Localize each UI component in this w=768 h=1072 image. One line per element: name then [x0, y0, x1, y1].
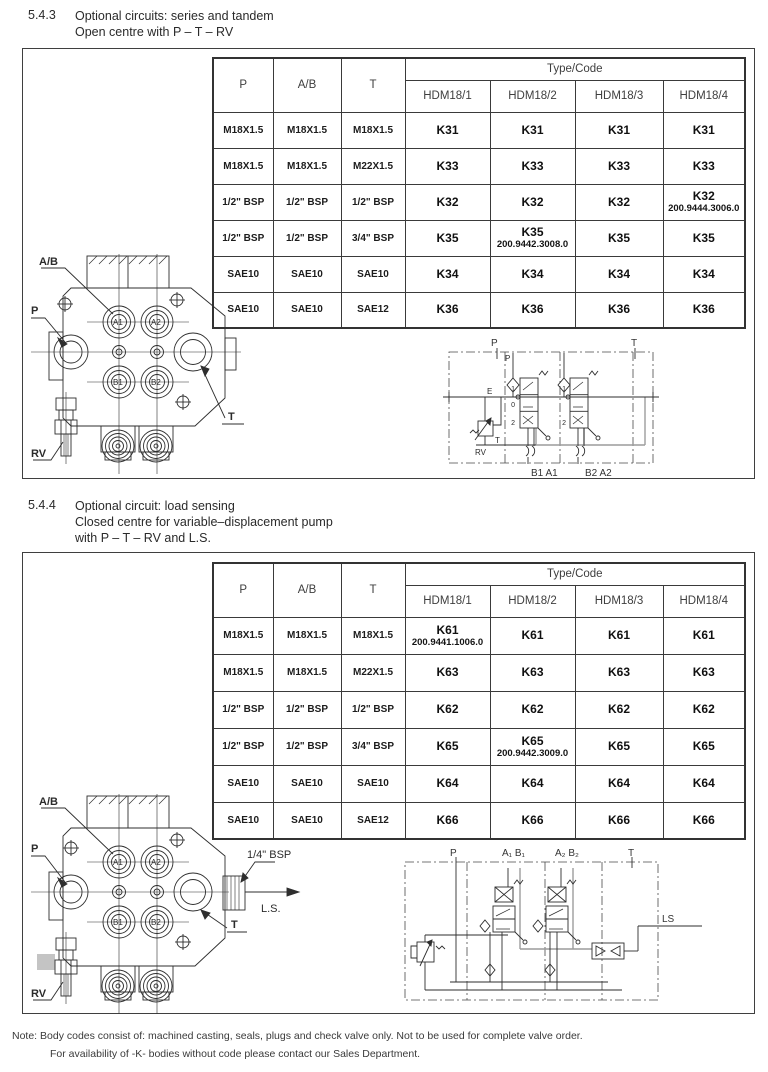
sch1-spool1-pos2: 2 [511, 420, 515, 427]
cell-thread: 3/4" BSP [341, 220, 405, 256]
valve2-port-a2: A2 [151, 858, 161, 867]
cell-code [663, 292, 745, 328]
cell-thread: SAE10 [273, 292, 341, 328]
cell-code [490, 292, 575, 328]
cell-thread: M22X1.5 [341, 148, 405, 184]
table-row [213, 220, 745, 256]
cell-code [663, 654, 745, 691]
cell-code [575, 765, 663, 802]
code: K31 [607, 122, 630, 137]
table-row [213, 563, 745, 585]
cell-thread: 1/2" BSP [213, 728, 273, 765]
cell-thread: SAE10 [213, 765, 273, 802]
cell-code [405, 292, 490, 328]
cell-code [663, 765, 745, 802]
sch1-spool2-pos1: 1 [562, 386, 566, 393]
code: K65 [607, 739, 630, 753]
code: K31 [436, 122, 459, 137]
cell-code [490, 654, 575, 691]
code: K34 [521, 266, 544, 281]
sch1-b1a1-label: B1 A1 [531, 468, 558, 479]
cell-thread: SAE10 [213, 256, 273, 292]
cell-thread: SAE10 [273, 256, 341, 292]
cell-code [575, 691, 663, 728]
cell-thread: 1/2" BSP [273, 691, 341, 728]
section-2-title [75, 498, 333, 546]
col-header-model-3: HDM18/3 [575, 585, 663, 617]
cell-thread: M18X1.5 [273, 112, 341, 148]
valve2-bsp-label: 1/4" BSP [247, 849, 292, 861]
section-1-number: 5.4.3 [28, 8, 56, 22]
col-header-model-1: HDM18/1 [405, 585, 490, 617]
col-header-p: P [213, 563, 273, 617]
cell-code [575, 654, 663, 691]
section-1-title-line1: Optional circuits: series and tandem [75, 9, 274, 23]
table-row [213, 292, 745, 328]
code: K66 [521, 812, 544, 827]
code: K32 [692, 189, 715, 203]
cell-code [575, 112, 663, 148]
table-series-tandem [212, 57, 746, 329]
cell-code [575, 617, 663, 654]
cell-code [663, 802, 745, 839]
cell-code [405, 256, 490, 292]
cell-thread: 1/2" BSP [273, 184, 341, 220]
code: K35 [521, 225, 544, 239]
col-header-model-2: HDM18/2 [490, 585, 575, 617]
cell-thread: 3/4" BSP [341, 728, 405, 765]
col-header-model-4: HDM18/4 [663, 585, 745, 617]
col-header-type-code: Type/Code [405, 58, 745, 80]
cell-thread: M18X1.5 [213, 148, 273, 184]
code: K62 [436, 702, 459, 716]
code: K35 [692, 230, 715, 245]
cell-thread: M18X1.5 [341, 112, 405, 148]
code: K35 [607, 230, 630, 245]
code: K33 [607, 158, 630, 173]
cell-code [405, 617, 490, 654]
cell-thread: SAE10 [341, 256, 405, 292]
sch1-spool2-pos2: 2 [562, 420, 566, 427]
schematic1-circuit [443, 348, 659, 464]
schematic-1 [435, 333, 713, 481]
subcode: 200.9441.1006.0 [411, 636, 484, 648]
cell-code [490, 184, 575, 220]
table-row [213, 654, 745, 691]
code: K62 [521, 702, 544, 716]
cell-thread: 1/2" BSP [273, 220, 341, 256]
valve2-ls-label: L.S. [261, 903, 281, 915]
cell-code [490, 112, 575, 148]
table-row [213, 184, 745, 220]
schematic-2 [400, 842, 712, 1010]
code: K63 [607, 665, 630, 679]
cell-code [663, 691, 745, 728]
col-header-model-2: HDM18/2 [490, 80, 575, 112]
cell-code [490, 765, 575, 802]
table-row [213, 256, 745, 292]
valve2-port-b1: B1 [113, 918, 123, 927]
code: K64 [436, 776, 459, 790]
valve1-t-label: T [228, 411, 235, 423]
table-row [213, 691, 745, 728]
cell-thread: M18X1.5 [273, 617, 341, 654]
code: K64 [521, 776, 544, 790]
cell-thread: M18X1.5 [213, 112, 273, 148]
schematic2-gray-lines [520, 868, 592, 949]
code: K63 [521, 665, 544, 679]
cell-thread: 1/2" BSP [341, 184, 405, 220]
code: K65 [692, 739, 715, 753]
sch2-p-label: P [450, 848, 457, 859]
section-2-title-line3: with P – T – RV and L.S. [75, 531, 211, 545]
cell-code [575, 256, 663, 292]
sch1-rv-label: RV [475, 448, 486, 457]
col-header-ab: A/B [273, 563, 341, 617]
sch1-t-label: T [631, 338, 638, 349]
sch1-p-label: P [491, 338, 498, 349]
cell-code [663, 148, 745, 184]
code: K63 [692, 665, 715, 679]
cell-code [490, 691, 575, 728]
valve1-rv-label: RV [31, 448, 47, 460]
valve-drawing-2 [25, 792, 315, 1018]
table-row [213, 728, 745, 765]
cell-thread: SAE12 [341, 292, 405, 328]
col-header-model-4: HDM18/4 [663, 80, 745, 112]
code: K61 [521, 628, 544, 642]
cell-thread: SAE10 [273, 765, 341, 802]
cell-code [663, 112, 745, 148]
valve2-port-a1: A1 [113, 858, 123, 867]
cell-code [405, 728, 490, 765]
footer-note-line2: For availability of -K- bodies without code please contact our Sales Department. [50, 1048, 421, 1060]
cell-code [663, 256, 745, 292]
code: K62 [692, 702, 715, 716]
table-row [213, 617, 745, 654]
code: K31 [521, 122, 544, 137]
col-header-t: T [341, 58, 405, 112]
cell-code [575, 292, 663, 328]
col-header-model-1: HDM18/1 [405, 80, 490, 112]
code: K61 [607, 628, 630, 642]
sch1-b2a2-label: B2 A2 [585, 468, 612, 479]
cell-code [405, 184, 490, 220]
valve1-ab-label: A/B [39, 256, 58, 268]
code: K61 [692, 628, 715, 642]
code: K66 [607, 812, 630, 827]
code: K61 [436, 622, 459, 637]
section-2-number: 5.4.4 [28, 498, 56, 512]
sch1-spool1-pos0: 0 [511, 402, 515, 409]
valve1-port-b1: B1 [113, 378, 123, 387]
code: K33 [521, 158, 544, 173]
cell-thread: M18X1.5 [341, 617, 405, 654]
code: K65 [521, 733, 544, 748]
col-header-p: P [213, 58, 273, 112]
valve1-port-b2: B2 [151, 378, 161, 387]
schematic1-boundary [449, 352, 653, 463]
cell-code [405, 765, 490, 802]
cell-code [575, 184, 663, 220]
footer-note-line1: Note: Body codes consist of: machined casting, seals, plugs and check valve only. Not to be used for complete valve order. [12, 1030, 583, 1042]
cell-thread: M18X1.5 [213, 654, 273, 691]
cell-thread: 1/2" BSP [341, 691, 405, 728]
cell-thread: SAE12 [341, 802, 405, 839]
code: K33 [692, 158, 715, 173]
code: K63 [436, 665, 459, 679]
code: K66 [436, 812, 459, 827]
schematic2-boundary [405, 862, 658, 1000]
cell-thread: SAE10 [273, 802, 341, 839]
table-row [213, 148, 745, 184]
cell-code [490, 728, 575, 765]
cell-thread: SAE10 [341, 765, 405, 802]
schematic1-gray-lines [536, 397, 645, 445]
cell-thread: 1/2" BSP [213, 691, 273, 728]
code: K66 [692, 812, 715, 827]
subcode: 200.9444.3006.0 [668, 203, 740, 214]
cell-thread: 1/2" BSP [213, 184, 273, 220]
cell-code [405, 112, 490, 148]
subcode: 200.9442.3008.0 [496, 239, 569, 250]
valve2-port-b2: B2 [151, 918, 161, 927]
table-row [213, 112, 745, 148]
sch2-a2b2-label: A₂ B₂ [555, 848, 579, 859]
code: K64 [692, 776, 715, 790]
sch1-p2-label: P [505, 354, 511, 363]
code: K32 [436, 194, 459, 209]
valve2-t-label: T [231, 919, 238, 931]
sch2-ls-label: LS [662, 914, 675, 925]
cell-code [405, 654, 490, 691]
valve1-port-a1: A1 [113, 318, 123, 327]
section-2-title-line1: Optional circuit: load sensing [75, 499, 235, 513]
cell-code [405, 691, 490, 728]
sch1-e-label: E [487, 387, 493, 396]
cell-code [663, 728, 745, 765]
cell-code [490, 802, 575, 839]
valve-body-2 [31, 794, 245, 1014]
code: K31 [692, 122, 715, 137]
sch2-t-label: T [628, 848, 635, 859]
code: K34 [692, 266, 715, 281]
col-header-model-3: HDM18/3 [575, 80, 663, 112]
cell-code [490, 220, 575, 256]
cell-code [663, 220, 745, 256]
cell-thread: M22X1.5 [341, 654, 405, 691]
valve2-ab-label: A/B [39, 796, 58, 808]
valve1-port-a2: A2 [151, 318, 161, 327]
cell-thread: SAE10 [213, 802, 273, 839]
code: K36 [436, 302, 459, 317]
cell-thread: M18X1.5 [213, 617, 273, 654]
valve1-p-label: P [31, 305, 39, 317]
valve2-p-label: P [31, 843, 39, 855]
cell-code [663, 617, 745, 654]
cell-code [575, 220, 663, 256]
cell-thread: 1/2" BSP [273, 728, 341, 765]
cell-code [575, 802, 663, 839]
col-header-t: T [341, 563, 405, 617]
code: K62 [607, 702, 630, 716]
code: K34 [607, 266, 630, 281]
sch2-a1b1-label: A₁ B₁ [502, 848, 525, 859]
code: K33 [436, 158, 459, 173]
col-header-type-code: Type/Code [405, 563, 745, 585]
section-1-title [75, 8, 274, 40]
code: K65 [436, 739, 459, 753]
code: K34 [436, 266, 459, 281]
valve-drawing-1 [25, 252, 260, 478]
cell-code [490, 256, 575, 292]
cell-thread: M18X1.5 [273, 654, 341, 691]
section-2-title-line2: Closed centre for variable–displacement pump [75, 515, 333, 529]
cell-code [663, 184, 745, 220]
code: K32 [521, 194, 544, 209]
code: K36 [521, 302, 544, 317]
cell-code [490, 148, 575, 184]
code: K36 [607, 302, 630, 317]
cell-thread: SAE10 [213, 292, 273, 328]
subcode: 200.9442.3009.0 [496, 747, 569, 759]
cell-thread: 1/2" BSP [213, 220, 273, 256]
code: K32 [607, 194, 630, 209]
section-1-title-line2: Open centre with P – T – RV [75, 25, 234, 39]
table-row [213, 58, 745, 80]
code: K35 [436, 230, 459, 245]
cell-code [575, 728, 663, 765]
cell-code [405, 220, 490, 256]
cell-code [405, 802, 490, 839]
valve2-rv-label: RV [31, 988, 47, 1000]
cell-code [405, 148, 490, 184]
sch1-t2-label: T [495, 436, 500, 445]
cell-code [490, 617, 575, 654]
cell-thread: M18X1.5 [273, 148, 341, 184]
col-header-ab: A/B [273, 58, 341, 112]
valve-body-1 [31, 254, 241, 474]
code: K36 [692, 302, 715, 317]
code: K64 [607, 776, 630, 790]
sch1-spool1-pos1: 1 [511, 386, 515, 393]
cell-code [575, 148, 663, 184]
